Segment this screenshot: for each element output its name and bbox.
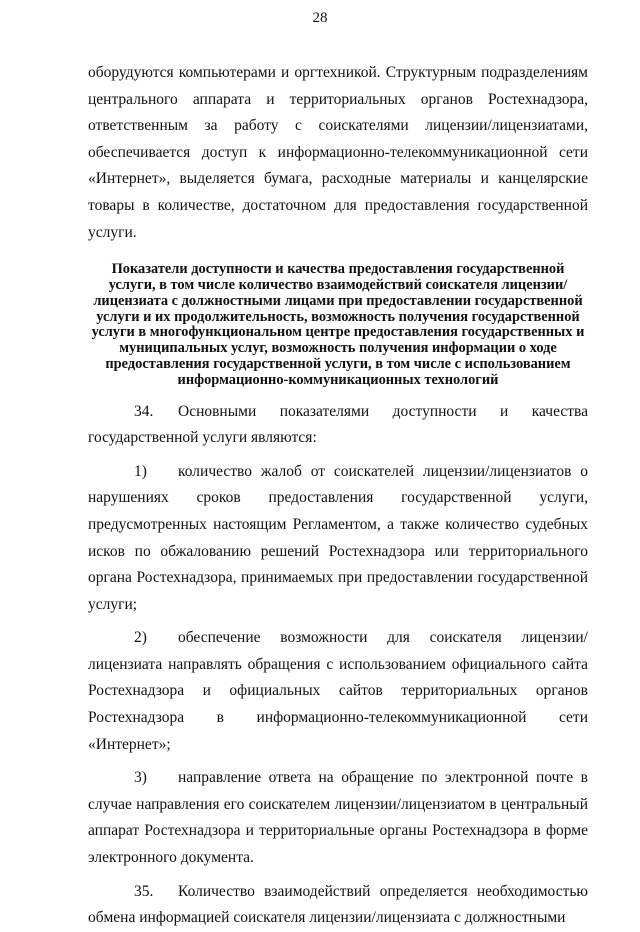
intro-paragraph: оборудуются компьютерами и оргтехникой. Структурным подразделениям центрального аппарата и территориальных органов Ростехнадзора, ответственным за работу с соискателями лицензии/лицензиатами, обеспечивается доступ к информационно-телекоммуникационной сети «Интернет», выделяется бумага, расходные материалы и канцелярские товары в количестве, достаточном для предоставления государственной услуги. [88, 64, 588, 241]
list-item-number: 3) [134, 769, 147, 787]
paragraph-number: 34. [134, 402, 154, 420]
list-item-3 [88, 765, 588, 871]
list-item-text: обеспечение возможности для соискателя лицензии/лицензиата направлять обращения с использованием официального сайта Ростехнадзора и официальных сайтов территориальных органов Ростехнадзора в информационно-телекоммуникационной сети «Интернет»; [88, 629, 588, 753]
list-item-text: количество жалоб от соискателей лицензии/лицензиатов о нарушениях сроков предоставления государственной услуги, предусмотренных настоящим Регламентом, а также количество судебных исков по обжалованию решений Ростехнадзора или территориального органа Ростехнадзора, принимаемых при предоставлении государственной услуги; [88, 462, 588, 613]
page-number: 28 [312, 10, 328, 26]
list-item-number: 1) [134, 462, 147, 480]
paragraph-34 [88, 399, 588, 452]
list-item-text: направление ответа на обращение по электронной почте в случае направления его соискателем лицензии/лицензиатом в центральный аппарат Ростехнадзора и территориальные органы Ростехнадзора в форме электронного документа. [88, 769, 588, 867]
page-content [88, 60, 588, 932]
paragraph-text: Основными показателями доступности и качества государственной услуги являются: [88, 402, 588, 447]
paragraph-text: Количество взаимодействий определяется необходимостью обмена информацией соискателя лицензии/лицензиата с должностными [88, 882, 588, 927]
list-item-2 [88, 625, 588, 758]
section-heading: Показатели доступности и качества предоставления государственной услуги, в том числе количество взаимодействий соискателя лицензии/лицензиата с должностными лицами при предоставлении государственной услуги и их продолжительность, возможность получения государственной услуги в многофункциональном центре предоставления государственных и муниципальных услуг, возможность получения информации о ходе предоставления государственной услуги, в том числе с использованием информационно-коммуникационных технологий [91, 261, 585, 388]
list-item-number: 2) [134, 629, 147, 647]
paragraph-number: 35. [134, 882, 154, 900]
paragraph-35 [88, 879, 588, 932]
list-item-1 [88, 459, 588, 619]
